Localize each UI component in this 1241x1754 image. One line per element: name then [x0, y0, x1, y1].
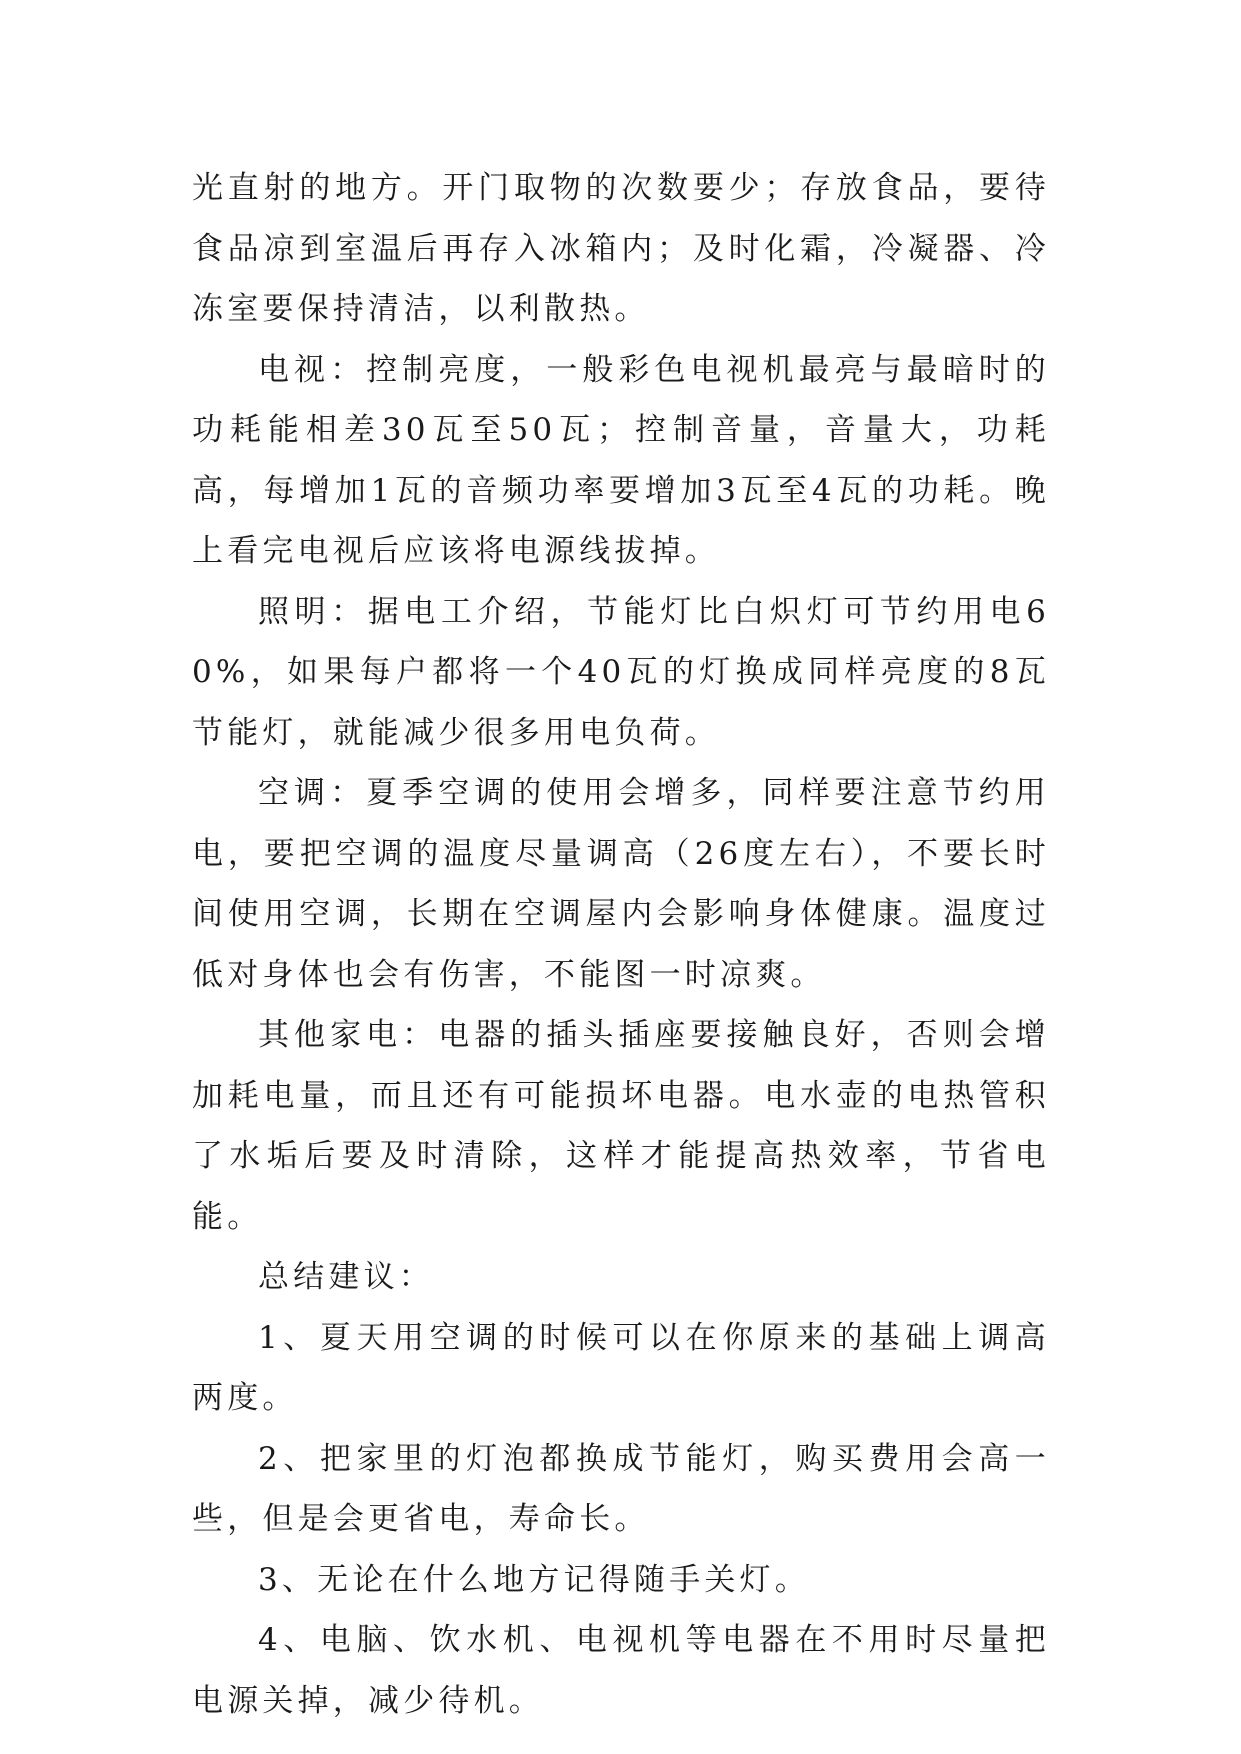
- summary-heading: 总结建议：: [258, 1259, 434, 1295]
- paragraph-lighting: 照明：据电工介绍，节能灯比白炽灯可节约用电60%，如果每户都将一个40瓦的灯换成同样亮度的8瓦节能灯，就能减少很多用电负荷。: [192, 593, 1050, 751]
- paragraph-television: 电视：控制亮度，一般彩色电视机最亮与最暗时的功耗能相差30瓦至50瓦；控制音量，音量大，功耗高，每增加1瓦的音频功率要增加3瓦至4瓦的功耗。晚上看完电视后应该将电源线拔掉。: [192, 351, 1050, 569]
- suggestion-item-2: 2、把家里的灯泡都换成节能灯，购买费用会高一些，但是会更省电，寿命长。: [192, 1440, 1050, 1537]
- suggestion-item-4: 4、电脑、饮水机、电视机等电器在不用时尽量把电源关掉，减少待机。: [192, 1622, 1050, 1719]
- suggestion-item-3: 3、无论在什么地方记得随手关灯。: [258, 1561, 810, 1598]
- paragraph-other-appliances: 其他家电：电器的插头插座要接触良好，否则会增加耗电量，而且还有可能损坏电器。电水壶的电热管积了水垢后要及时清除，这样才能提高热效率，节省电能。: [192, 1017, 1050, 1235]
- document-body: [192, 158, 1050, 1731]
- suggestion-item-1: 1、夏天用空调的时候可以在你原来的基础上调高两度。: [192, 1319, 1050, 1416]
- paragraph-air-conditioner: 空调：夏季空调的使用会增多，同样要注意节约用电，要把空调的温度尽量调高（26度左右），不要长时间使用空调，长期在空调屋内会影响身体健康。温度过低对身体也会有伤害，不能图一时凉爽。: [192, 775, 1050, 993]
- paragraph-refrigerator-continued: 光直射的地方。开门取物的次数要少；存放食品，要待食品凉到室温后再存入冰箱内；及时化霜，冷凝器、冷冻室要保持清洁，以利散热。: [192, 170, 1050, 327]
